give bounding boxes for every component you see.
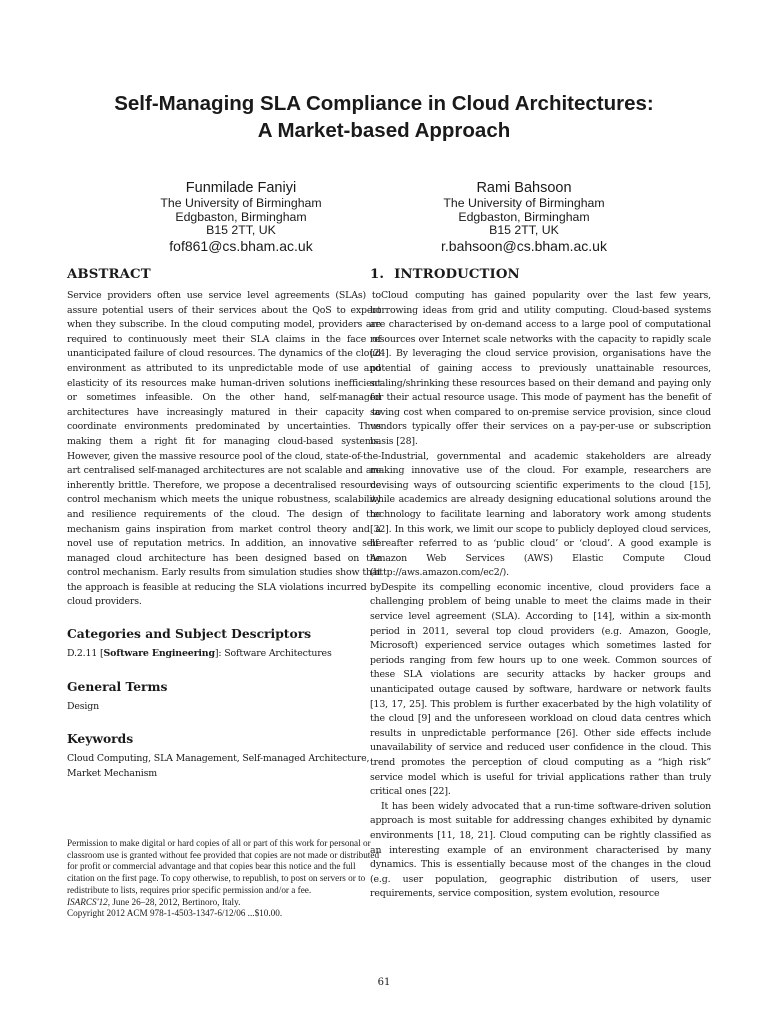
introduction-heading [370,266,711,283]
general-terms-section [67,679,381,715]
page-number: 61 [377,977,391,988]
title-line-2: A Market-based Approach [257,119,511,142]
left-column [67,266,381,781]
author-address: Edgbaston, Birmingham [175,209,307,224]
categories-section [67,626,381,662]
venue-line [67,897,381,909]
general-terms-text: Design [67,700,100,712]
author-postcode: B15 2TT, UK [206,223,276,237]
venue-details: June 26–28, 2012, Bertinoro, Italy. [110,896,241,907]
general-terms-heading: General Terms [67,678,168,694]
author-name: Funmilade Faniyi [185,180,297,196]
keywords-heading: Keywords [67,731,134,747]
author-postcode: B15 2TT, UK [489,223,559,237]
title-line-1: Self-Managing SLA Compliance in Cloud Architectures: [114,92,654,115]
copyright-line: Copyright 2012 ACM 978-1-4503-1347-6/12/06 ...$10.00. [67,908,283,919]
abstract-heading: ABSTRACT [67,267,151,282]
permission-text: Permission to make digital or hard copies of all or part of this work for personal or classroom use is granted without fee provided that copies are not made or distributed for profit or commercial advantage and that copies bear this notice and the full citation on the first page. To copy otherwise, to republish, to post on servers or to redistribute to lists, requires prior specific permission and/or a fee. [67,838,380,895]
paper-title [40,90,728,144]
author-affiliation: The University of Birmingham [160,196,322,210]
keywords-text: Cloud Computing, SLA Management, Self-managed Architecture, Market Mechanism [67,753,370,779]
author-block-2 [374,179,674,254]
categories-text [67,647,381,662]
section-title: INTRODUCTION [394,267,520,282]
author-name: Rami Bahsoon [476,180,572,196]
author-email[interactable]: r.bahsoon@cs.bham.ac.uk [441,237,607,254]
category-bold: Software Engineering [103,648,215,660]
abstract-text: Service providers often use service level agreements (SLAs) to assure potential users of their services about the QoS to expect when they subscribe. In the cloud computing model, providers are required to continuously meet their SLA claims in the face of unanticipated failure of cloud resources. The dynamics of the cloud environment as attributed to its unpredictable mode of use and elasticity of its resources make human-driven solutions inefficient or sometimes infeasible. On the other hand, self-managed architectures have increasingly matured in their capacity to coordinate environments predominated by uncertainties. Thus making them a right fit for managing cloud-based systems. However, given the massive resource pool of the cloud, state-of-the-art centralised self-managed architectures are not scalable and are inherently brittle. Therefore, we propose a decentralised resource control mechanism which meets the unique robustness, scalability and resilience requirements of the cloud. The design of the mechanism gains inspiration from market control theory and a novel use of reputation metrics. In addition, an innovative self-managed cloud architecture has been designed based on the control mechanism. Early results from simulation studies show that the approach is feasible at reducing the SLA violations incurred by cloud providers. [67,290,381,608]
category-code: D.2.11 [ [67,648,104,660]
author-affiliation: The University of Birmingham [443,196,605,210]
permission-notice [67,838,381,920]
section-number: 1. [370,267,385,282]
author-block-1 [91,179,391,254]
venue-name: ISARCS'12, [67,896,111,907]
intro-paragraph-3: Despite its compelling economic incentive, cloud providers face a challenging problem of being unable to meet the claims made in their service level agreement (SLA). According to [14], within a six-month period in 2011, several top cloud providers (e.g. Amazon, Google, Microsoft) experienced service outages which sometimes lasted for periods ranging from few hours up to one week. Common sources of these SLA violations are security attacks by hacker groups and unanticipated outage caused by software, hardware or network faults [13, 17, 25]. This problem is further exacerbated by the high volatility of the cloud [9] and the unforeseen workload on cloud data centres which results in unpredictable performance [26]. Other side effects include unavailability of service and reduced user confidence in the cloud. This trend promotes the perception of cloud computing as a “high risk” service model which is useful for trivial applications rather than truly critical ones [22]. [370,581,711,798]
intro-paragraph-2: Industrial, governmental and academic stakeholders are already making innovative use of the cloud. For example, researchers are devising ways of outsourcing scientific experiments to the cloud [15], while academics are already designing educational solutions around the technology to facilitate learning and laboratory work among students [32]. In this work, we limit our scope to publicly deployed cloud services, hereafter referred to as ‘public cloud’ or ‘cloud’. A good example is Amazon Web Services (AWS) Elastic Compute Cloud (http://aws.amazon.com/ec2/). [370,450,711,579]
category-rest: ]: Software Architectures [214,648,332,660]
intro-paragraph-1: Cloud computing has gained popularity over the last few years, borrowing ideas from grid and utility computing. Cloud-based systems are characterised by on-demand access to a large pool of computational resources over Internet scale networks with the capacity to rapidly scale [24]. By leveraging the cloud service provision, organisations have the potential of gaining access to previously unattainable resources, scaling/shrinking these resources based on their demand and paying only for their actual resource usage. This mode of payment has the benefit of saving cost when compared to on-premise service provision, since cloud vendors typically offer their services on a pay-per-use or subscription basis [28]. [370,290,711,447]
intro-paragraph-4: It has been widely advocated that a run-time software-driven solution approach is most suitable for addressing changes exhibited by dynamic environments [11, 18, 21]. Cloud computing can be rightly classified as an interesting example of an environment characterised by many dynamics. This is essentially because most of the changes in the cloud (e.g. user population, geographic distribution of users, user requirements, service composition, system evolution, resource [370,800,711,900]
right-column [370,266,711,902]
keywords-section [67,731,381,781]
author-email[interactable]: fof861@cs.bham.ac.uk [169,237,313,254]
categories-heading: Categories and Subject Descriptors [67,626,312,642]
author-address: Edgbaston, Birmingham [458,209,590,224]
